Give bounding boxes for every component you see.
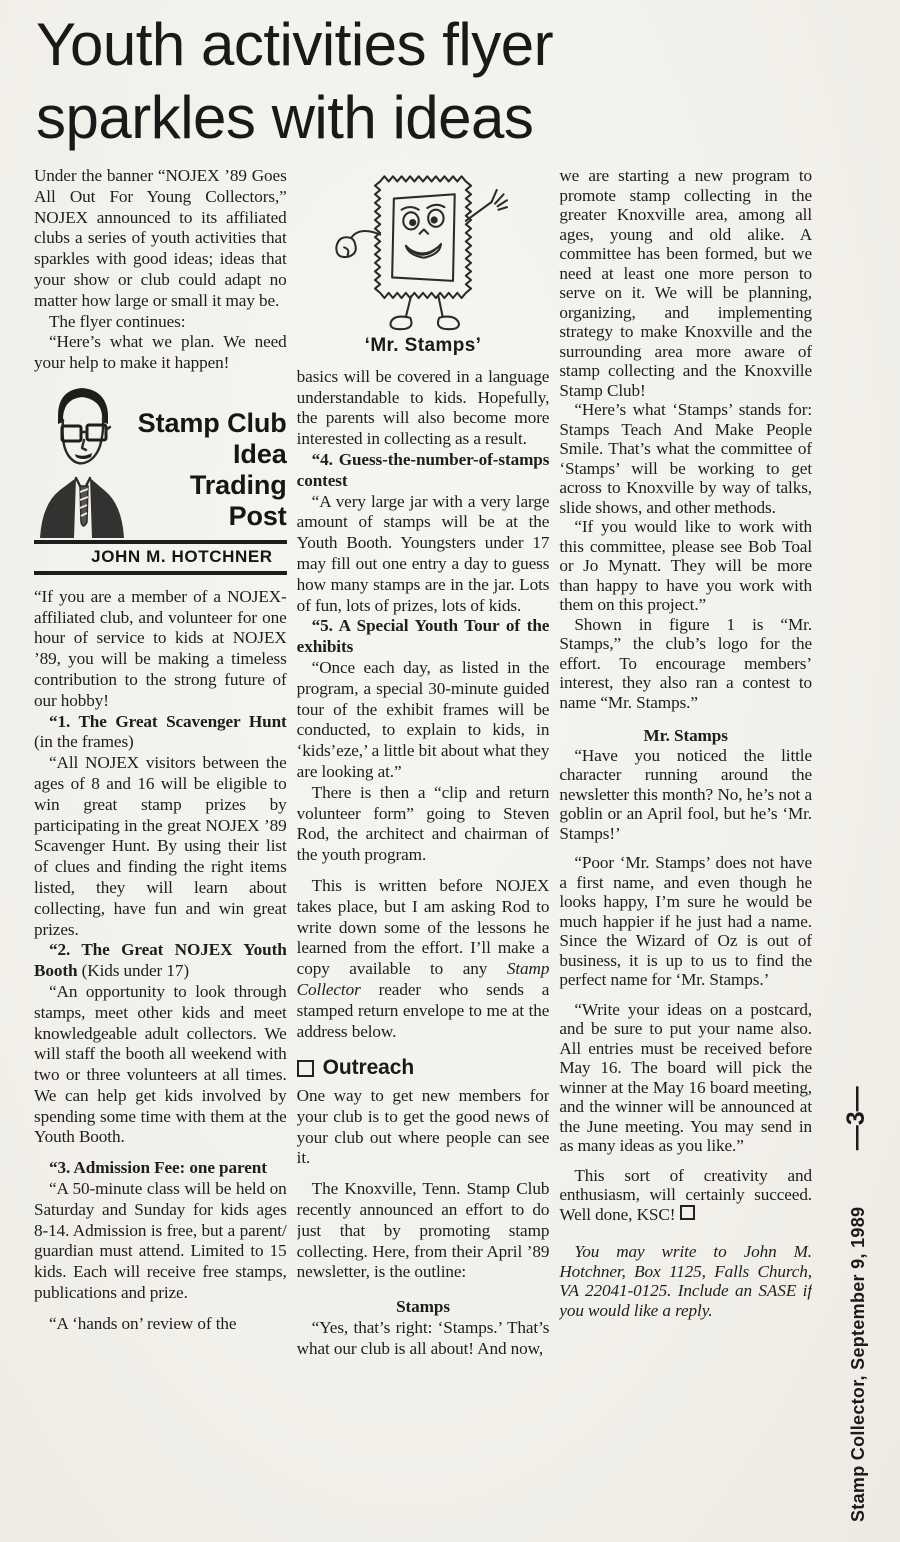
- item-heading: [297, 616, 550, 658]
- paragraph: “Once each day, as listed in the program, a special 30-minute guided tour of the exhibit frames will be conducted, to explain to kids, in ‘kids’eze,’ a little bit about what they are looking at.”: [296, 657, 550, 781]
- item-heading-bold: “2. The Great NOJEX Youth Booth: [34, 940, 287, 981]
- publication-date: Stamp Collector, September 9, 1989: [848, 1206, 868, 1522]
- mr-stamps-figure: [297, 166, 550, 357]
- item-heading: [34, 1158, 287, 1179]
- paragraph: “Yes, that’s right: ‘Stamps.’ That’s what our club is all about! And now,: [296, 1318, 550, 1358]
- paragraph: “Write your ideas on a postcard, and be sure to put your name also. All entries must be received before May 16. The board will pick the winner at the May 16 board meeting, and the winner will be announced at the June meeting. You may send in as many ideas as you like.”: [559, 999, 813, 1155]
- paragraph: One way to get new members for your club is to get the good news of your club out where people can see it.: [296, 1086, 550, 1168]
- article-headline: [36, 8, 553, 154]
- item-heading: [297, 450, 550, 492]
- paragraph: [559, 1166, 812, 1225]
- headline-line-2: sparkles with ideas: [36, 84, 534, 151]
- paragraph-text: reader who sends a stamped return envelope to me at the address below.: [296, 979, 550, 1041]
- sub-heading: Stamps: [396, 1297, 450, 1317]
- article-end-square-icon: [680, 1205, 695, 1220]
- column-3: [559, 166, 812, 1542]
- column-title-line: Trading: [189, 469, 287, 500]
- paragraph-text: This sort of creativity and enthusiasm, will certainly succeed. Well done, KSC!: [559, 1165, 813, 1224]
- paragraph: “Have you noticed the little character running around the newsletter this month? No, he’s not a goblin or an April fool, but he’s ‘Mr. Stamps!’: [559, 745, 813, 843]
- page-number: —3—: [842, 1086, 870, 1151]
- paragraph: “All NOJEX visitors between the ages of 8 and 16 will be eligible to win great stamp prizes by participating in the great NOJEX ’89 Scavenger Hunt. By using their list of clues and finding the right items listed, they will learn about collecting, have fun and win great prizes.: [34, 753, 287, 939]
- mr-stamps-illustration: [308, 166, 538, 334]
- column-title-line: Stamp Club: [137, 407, 287, 438]
- paragraph: we are starting a new program to promote stamp collecting in the greater Knoxville area, among all ages, young and old alike. A committee has been formed, but we need at least one more person to serve on it. We will be planning, organizing, and implementing strategy to make Knoxville and the surrounding area more aware of stamp collecting and the Knoxville Stamp Club!: [559, 166, 813, 400]
- paragraph: “Here’s what we plan. We need your help to make it happen!: [34, 332, 287, 373]
- paragraph: The Knoxville, Tenn. Stamp Club recently announced an effort to do just that by promoting stamp collecting. Here, from their April ’89 newsletter, is the outline:: [296, 1179, 550, 1282]
- column-title: [130, 408, 287, 540]
- publication-name-italic: Stamp Collector: [296, 959, 550, 999]
- sub-heading: Mr. Stamps: [643, 726, 728, 745]
- article-body: [34, 166, 812, 1542]
- paragraph: [297, 876, 550, 1042]
- author-portrait: [34, 382, 130, 540]
- paragraph: There is then a “clip and return volunteer form” going to Steven Rod, the architect and chairman of the youth program.: [296, 782, 550, 865]
- paragraph: “If you are a member of a NOJEX-affiliated club, and volunteer for one hour of service to kids at NOJEX ’89, you will be making a timeless contribution to the strong future of our hobby!: [34, 586, 287, 710]
- paragraph: The flyer continues:: [49, 311, 186, 331]
- item-heading-bold: “1. The Great Scavenger Hunt: [49, 711, 287, 731]
- item-heading-rest: (Kids under 17): [77, 961, 189, 981]
- column-title-line: Post: [228, 500, 287, 531]
- paragraph-text: This is written before NOJEX takes place, but I am asking Rod to write down some of the lessons he learned from the effort. I’ll make a copy available to any: [296, 875, 550, 979]
- column-title-line: Idea: [233, 438, 287, 469]
- paragraph: “A 50-minute class will be held on Saturday and Sunday for kids ages 8-14. Admission is free, but a parent/ guardian must attend. Limited to 15 kids. Each will receive free stamps, publications and prize.: [34, 1179, 287, 1303]
- paragraph: “A ‘hands on’ review of the: [49, 1313, 237, 1333]
- paragraph: basics will be covered in a language understandable to kids. Hopefully, the parents will also become more interested in collecting as a result.: [296, 366, 550, 449]
- figure-caption: ‘Mr. Stamps’: [364, 335, 482, 356]
- paragraph: “Here’s what ‘Stamps’ stands for: Stamps Teach And Make People Smile. That’s what the committee of ‘Stamps’ will be working to get across to Knoxville by way of talks, slide shows, and other methods.: [559, 400, 813, 517]
- paragraph: “A very large jar with a very large amount of stamps will be at the Youth Booth. Youngsters under 17 may fill out one entry a day to guess how many stamps are in the jar. Lots of fun, lots of prizes, lots of kids.: [296, 491, 550, 615]
- contact-note: You may write to John M. Hotchner, Box 1125, Falls Church, VA 22041-0125. Include an SASE if you would like a reply.: [559, 1242, 813, 1320]
- item-heading-bold: “5. A Special Youth Tour of the exhibits: [296, 616, 550, 657]
- item-heading: [34, 712, 287, 754]
- columnist-byline-box: [34, 382, 287, 575]
- paragraph: Under the banner “NOJEX ’89 Goes All Out For Young Collectors,” NOJEX announced to its affiliated clubs a series of youth activities that sparkles with good ideas; ideas that your show or club could adapt no matter how large or small it may be.: [34, 166, 287, 310]
- square-bullet-icon: [297, 1060, 314, 1077]
- item-heading-bold: “4. Guess-the-number-of-stamps contest: [296, 449, 550, 490]
- outreach-section-heading: [297, 1058, 550, 1079]
- paragraph: “Poor ‘Mr. Stamps’ does not have a first name, and even though he looks happy, I’m sure he would be much happier if he just had a name. Since the Wizard of Oz is out of business, it is up to us to find the perfect name for ‘Mr. Stamps.’: [559, 853, 813, 989]
- section-label: Outreach: [322, 1056, 415, 1080]
- item-heading-bold: “3. Admission Fee: one parent: [49, 1158, 267, 1178]
- paragraph: Shown in figure 1 is “Mr. Stamps,” the club’s logo for the effort. To encourage members’ interest, they also ran a contest to name “Mr. Stamps.”: [559, 614, 813, 712]
- column-2: [297, 166, 550, 1542]
- author-name: JOHN M. HOTCHNER: [91, 546, 273, 566]
- paragraph: “An opportunity to look through stamps, meet other kids and meet knowledgeable adult collectors. We will staff the booth all weekend with two or three volunteers at all times. We can help get kids involved by spending some time with them at the Youth Booth.: [34, 981, 287, 1147]
- column-1: [34, 166, 287, 1542]
- item-heading-rest: (in the frames): [34, 732, 134, 752]
- rule-divider: [34, 571, 287, 575]
- paragraph: “If you would like to work with this committee, please see Bob Toal or Jo Mynatt. They will be more than happy to have you work with them on this project.”: [559, 517, 813, 614]
- item-heading: [34, 940, 287, 982]
- headline-line-1: Youth activities flyer: [36, 11, 554, 78]
